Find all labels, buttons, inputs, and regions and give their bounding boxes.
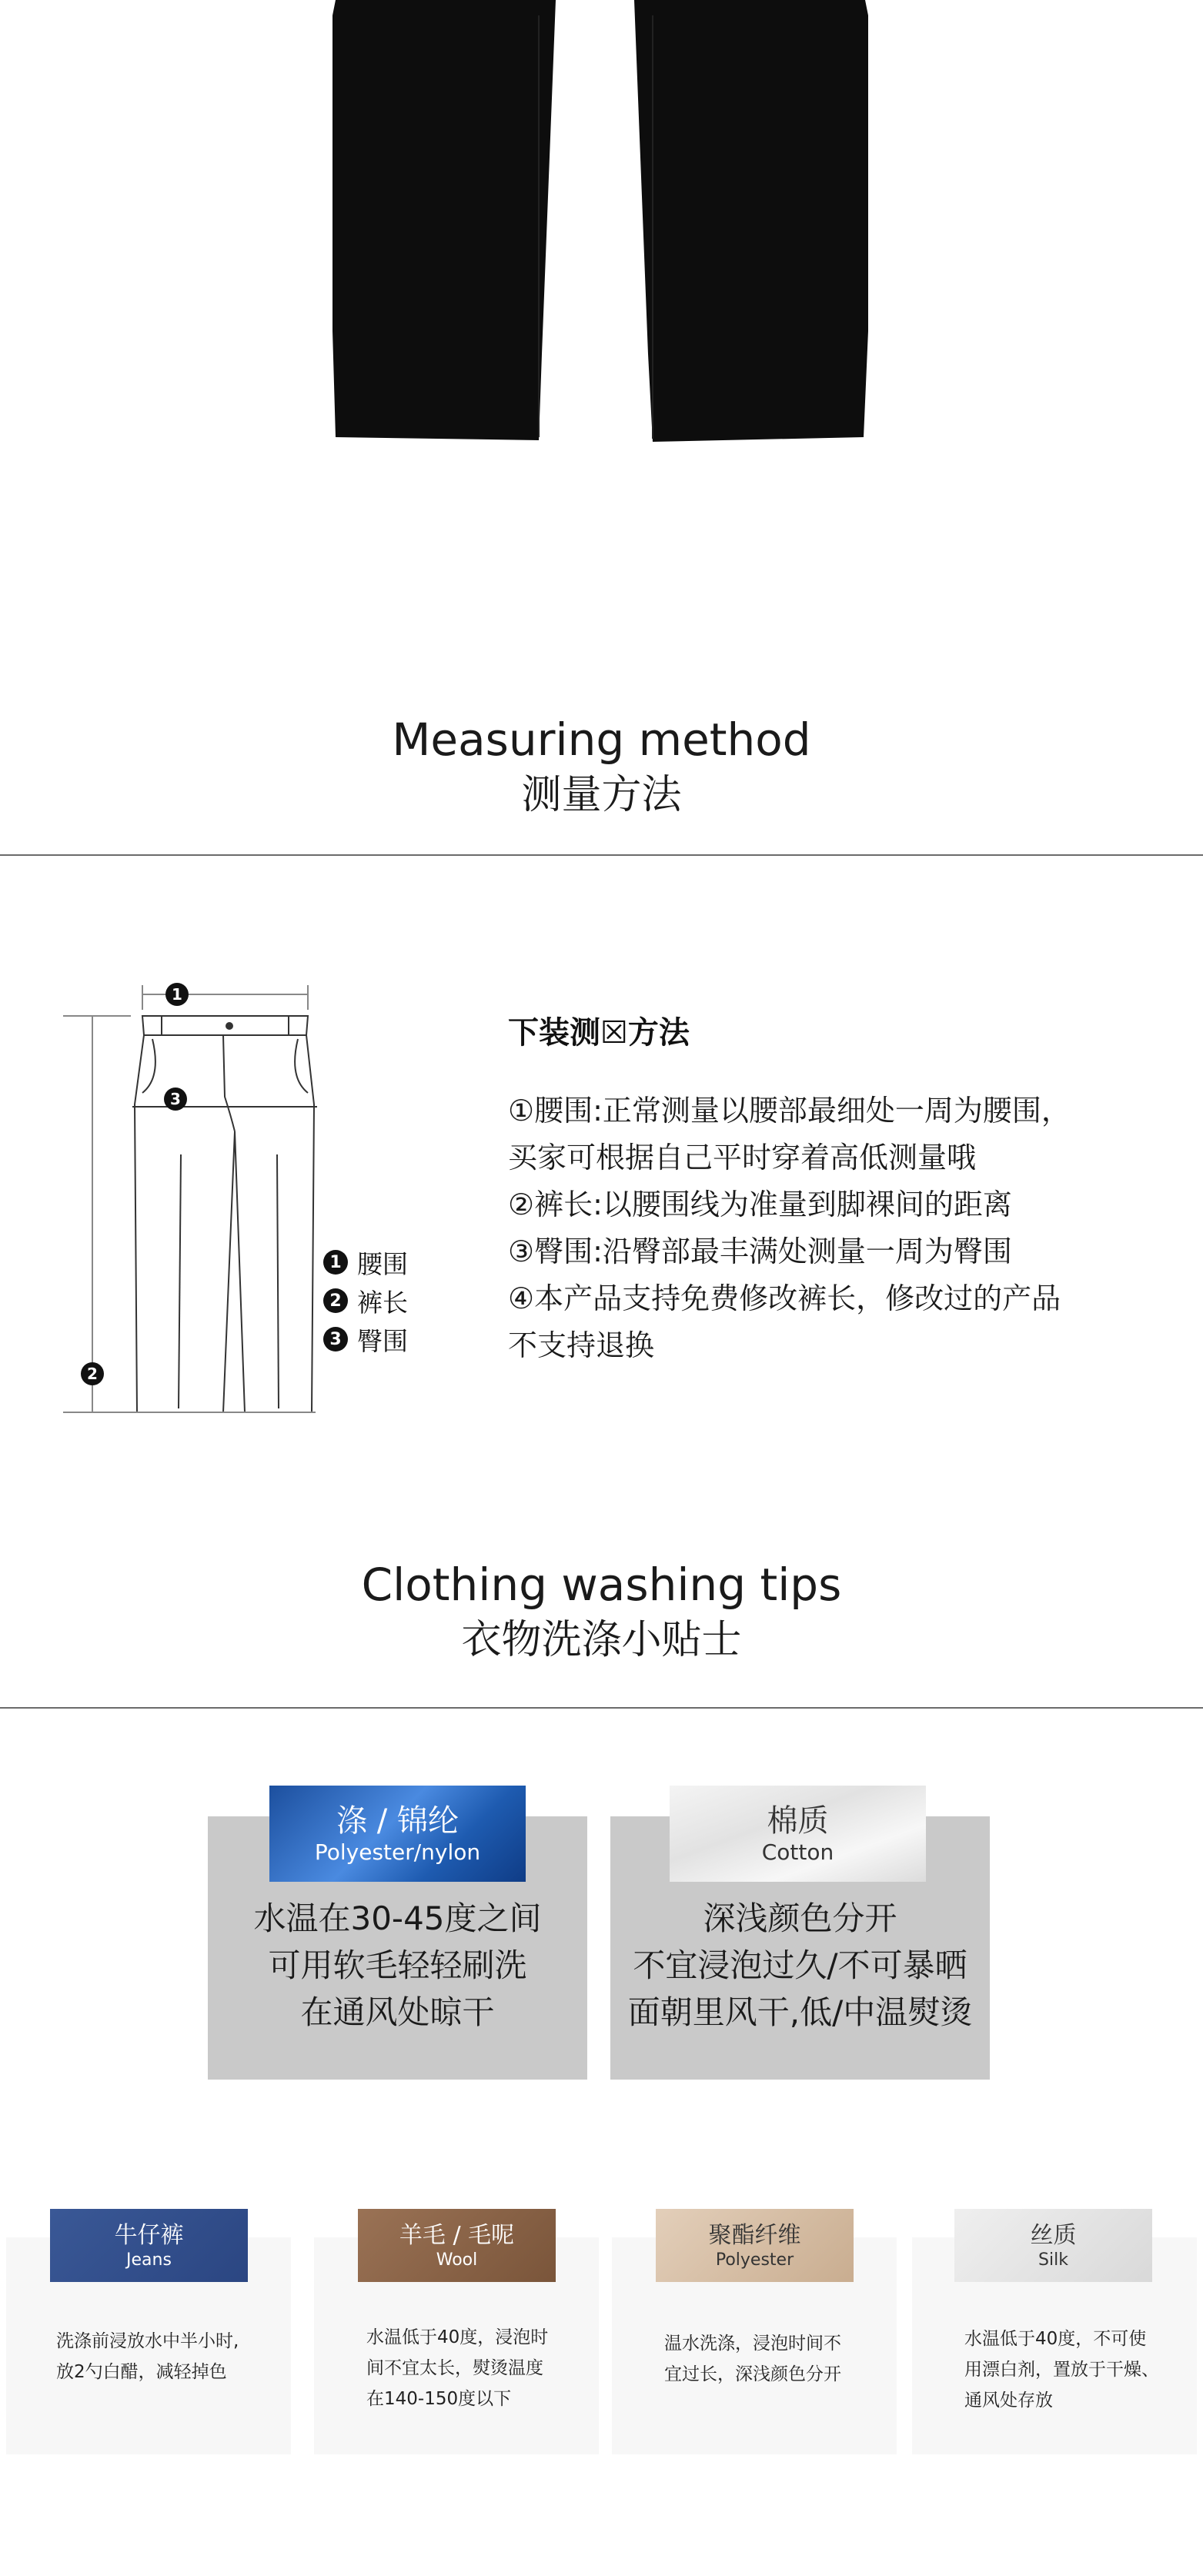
washing-tip-line: 放2勺白醋，减轻掉色 <box>56 2362 227 2382</box>
pants-measurement-diagram <box>46 962 446 1432</box>
washing-tip-line: 水温低于40度，不可使 <box>964 2329 1147 2349</box>
swatch-name-en: Wool <box>436 2250 478 2270</box>
legend-label: 腰围 <box>357 1248 408 1279</box>
washing-tip-line: 间不宜太长，熨烫温度 <box>366 2358 543 2378</box>
measurement-heading: 下装测☒方法 <box>508 1015 690 1051</box>
washing-tip-line: 通风处存放 <box>964 2391 1053 2411</box>
washing-card-text <box>964 2324 1159 2416</box>
washing-tip-line: 不宜浸泡过久/不可暴晒 <box>633 1946 967 1984</box>
washing-tip-line: 温水洗涤，浸泡时间不 <box>664 2334 841 2354</box>
swatch-name-zh: 牛仔裤 <box>114 2222 184 2249</box>
measuring-section-title <box>0 712 1203 823</box>
wool-swatch <box>358 2209 556 2282</box>
pants-product-image <box>0 0 1203 462</box>
measurement-instructions <box>508 1008 1139 1369</box>
swatch-name-zh: 聚酯纤维 <box>708 2222 801 2249</box>
washing-section-title <box>0 1557 1203 1668</box>
washing-tip-line: 宜过长，深浅颜色分开 <box>664 2364 841 2384</box>
washing-tip-line: 水温在30-45度之间 <box>253 1899 542 1937</box>
measurement-line: ③臀围:沿臀部最丰满处测量一周为臀围 <box>508 1235 1012 1268</box>
legend-item-hip <box>323 1320 408 1358</box>
measurement-line: ②裤长:以腰围线为准量到脚裸间的距离 <box>508 1188 1012 1221</box>
svg-text:3: 3 <box>170 1090 181 1108</box>
washing-card-text <box>366 2322 548 2414</box>
washing-divider <box>0 1707 1203 1709</box>
swatch-name-en: Polyester <box>715 2250 794 2270</box>
legend-label: 臀围 <box>357 1325 408 1356</box>
polyester-nylon-swatch <box>269 1786 526 1882</box>
swatch-name-en: Silk <box>1038 2250 1068 2270</box>
jeans-swatch <box>50 2209 248 2282</box>
washing-tip-line: 面朝里风干,低/中温熨烫 <box>627 1993 973 2031</box>
washing-tip-line: 用漂白剂，置放于干燥、 <box>964 2360 1159 2380</box>
swatch-name-zh: 棉质 <box>767 1803 829 1839</box>
washing-title-zh: 衣物洗涤小贴士 <box>461 1617 742 1663</box>
washing-card-text <box>208 1895 587 2036</box>
swatch-name-en: Polyester/nylon <box>314 1839 481 1865</box>
legend-number: 2 <box>323 1288 348 1313</box>
swatch-name-zh: 涤 / 锦纶 <box>336 1803 459 1839</box>
measurement-line: 买家可根据自己平时穿着高低测量哦 <box>508 1141 977 1174</box>
svg-text:1: 1 <box>172 985 182 1004</box>
washing-card-text <box>664 2328 841 2390</box>
measuring-title-zh: 测量方法 <box>521 772 682 818</box>
measurement-line: 不支持退换 <box>508 1328 655 1362</box>
washing-card-text <box>610 1895 990 2036</box>
legend-label: 裤长 <box>357 1287 408 1318</box>
cotton-swatch <box>670 1786 926 1882</box>
washing-tip-line: 在140-150度以下 <box>366 2389 512 2409</box>
washing-tip-line: 水温低于40度，浸泡时 <box>366 2327 549 2347</box>
measuring-title-en: Measuring method <box>392 713 811 766</box>
legend-number: 1 <box>323 1250 348 1275</box>
swatch-name-en: Jeans <box>126 2250 172 2270</box>
washing-card-text <box>56 2326 239 2387</box>
swatch-name-zh: 羊毛 / 毛呢 <box>399 2222 515 2249</box>
washing-tip-line: 洗涤前浸放水中半小时, <box>56 2331 239 2351</box>
svg-text:2: 2 <box>87 1365 98 1383</box>
washing-tip-line: 在通风处晾干 <box>300 1993 495 2031</box>
measuring-divider <box>0 854 1203 856</box>
washing-tip-line: 深浅颜色分开 <box>703 1899 897 1937</box>
legend-number: 3 <box>323 1327 348 1351</box>
swatch-name-zh: 丝质 <box>1030 2222 1077 2249</box>
legend-item-waist <box>323 1243 408 1281</box>
measurement-line: ④本产品支持免费修改裤长，修改过的产品 <box>508 1281 1061 1315</box>
washing-tip-line: 可用软毛轻轻刷洗 <box>268 1946 527 1984</box>
diagram-legend <box>323 1243 408 1358</box>
swatch-name-en: Cotton <box>761 1839 834 1865</box>
pants-outline-illustration <box>46 962 446 1432</box>
legend-item-length <box>323 1281 408 1320</box>
measurement-line: ①腰围:正常测量以腰部最细处一周为腰围， <box>508 1094 1071 1128</box>
polyester-swatch <box>656 2209 854 2282</box>
silk-swatch <box>954 2209 1152 2282</box>
washing-title-en: Clothing washing tips <box>361 1559 842 1611</box>
